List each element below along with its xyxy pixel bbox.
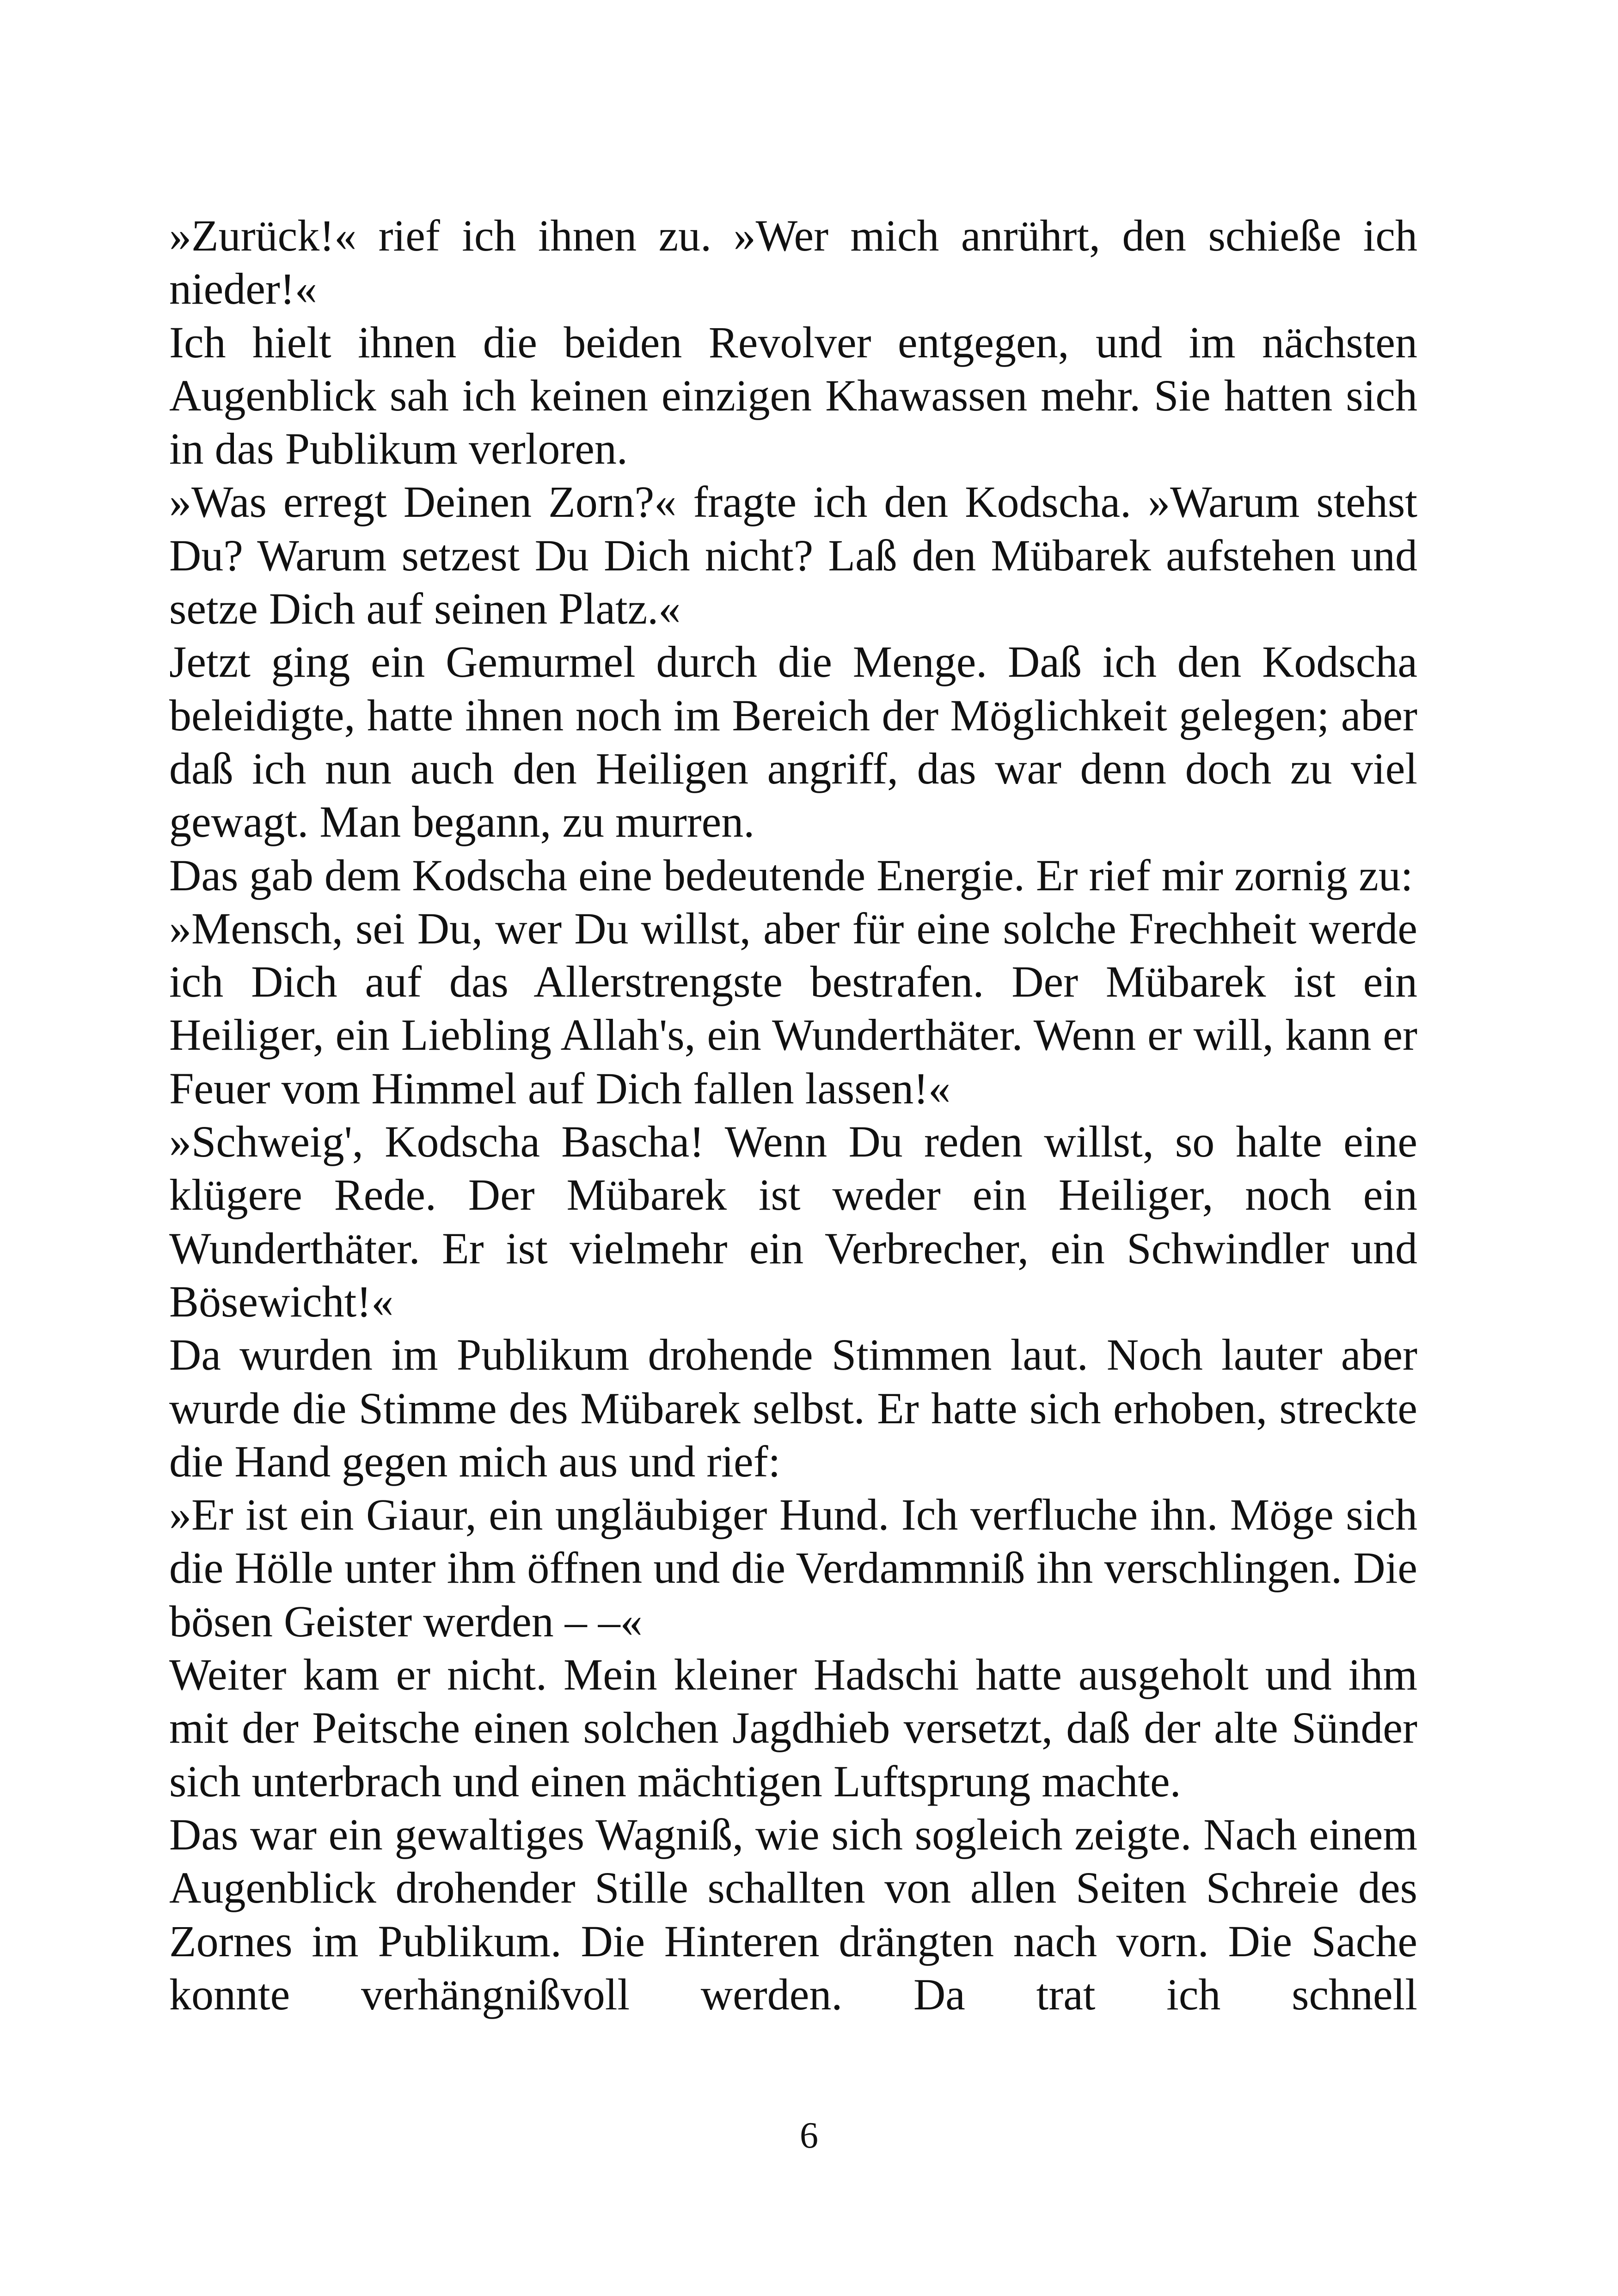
paragraph-last: Das war ein gewaltiges Wagniß, wie sich sogleich zeigte. Nach einem Augenblick drohender Stille schallten von allen Seiten Schreie des Zornes im Publikum. Die Hinteren drängten nach vorn. Die Sache konnte verhängnißvoll werden. Da trat ich schnell	[169, 1809, 1417, 2019]
paragraph: »Schweig', Kodscha Bascha! Wenn Du reden willst, so halte eine klügere Rede. Der Mübarek ist weder ein Heiliger, noch ein Wunderthäter. Er ist vielmehr ein Verbrecher, ein Schwindler und Bösewicht!«	[169, 1117, 1417, 1326]
paragraph: Jetzt ging ein Gemurmel durch die Menge. Daß ich den Kodscha beleidigte, hatte ihnen noch im Bereich der Möglichkeit gelegen; aber daß ich nun auch den Heiligen angriff, das war denn doch zu viel gewagt. Man begann, zu murren.	[169, 637, 1417, 847]
paragraph: »Er ist ein Giaur, ein ungläubiger Hund. Ich verfluche ihn. Möge sich die Hölle unter ihm öffnen und die Verdammniß ihn verschlingen. Die bösen Geister werden – –«	[169, 1490, 1417, 1646]
paragraph: Weiter kam er nicht. Mein kleiner Hadschi hatte ausgeholt und ihm mit der Peitsche einen solchen Jagdhieb versetzt, daß der alte Sünder sich unterbrach und einen mächtigen Luftsprung machte.	[169, 1650, 1417, 1806]
paragraph: Das gab dem Kodscha eine bedeutende Energie. Er rief mir zornig zu:	[169, 850, 1413, 900]
paragraph: Da wurden im Publikum drohende Stimmen laut. Noch lauter aber wurde die Stimme des Mübarek selbst. Er hatte sich erhoben, streckte die Hand gegen mich aus und rief:	[169, 1330, 1417, 1486]
page-number: 6	[800, 2115, 818, 2156]
body-text	[169, 209, 1417, 2021]
paragraph: »Was erregt Deinen Zorn?« fragte ich den Kodscha. »Warum stehst Du? Warum setzest Du Dich nicht? Laß den Mübarek aufstehen und setze Dich auf seinen Platz.«	[169, 477, 1417, 634]
paragraph: »Zurück!« rief ich ihnen zu. »Wer mich anrührt, den schieße ich nieder!«	[169, 211, 1417, 314]
paragraph: Ich hielt ihnen die beiden Revolver entgegen, und im nächsten Augenblick sah ich keinen einzigen Khawassen mehr. Sie hatten sich in das Publikum verloren.	[169, 317, 1417, 474]
paragraph: »Mensch, sei Du, wer Du willst, aber für eine solche Frechheit werde ich Dich auf das Allerstrengste bestrafen. Der Mübarek ist ein Heiliger, ein Liebling Allah's, ein Wunderthäter. Wenn er will, kann er Feuer vom Himmel auf Dich fallen lassen!«	[169, 903, 1417, 1113]
